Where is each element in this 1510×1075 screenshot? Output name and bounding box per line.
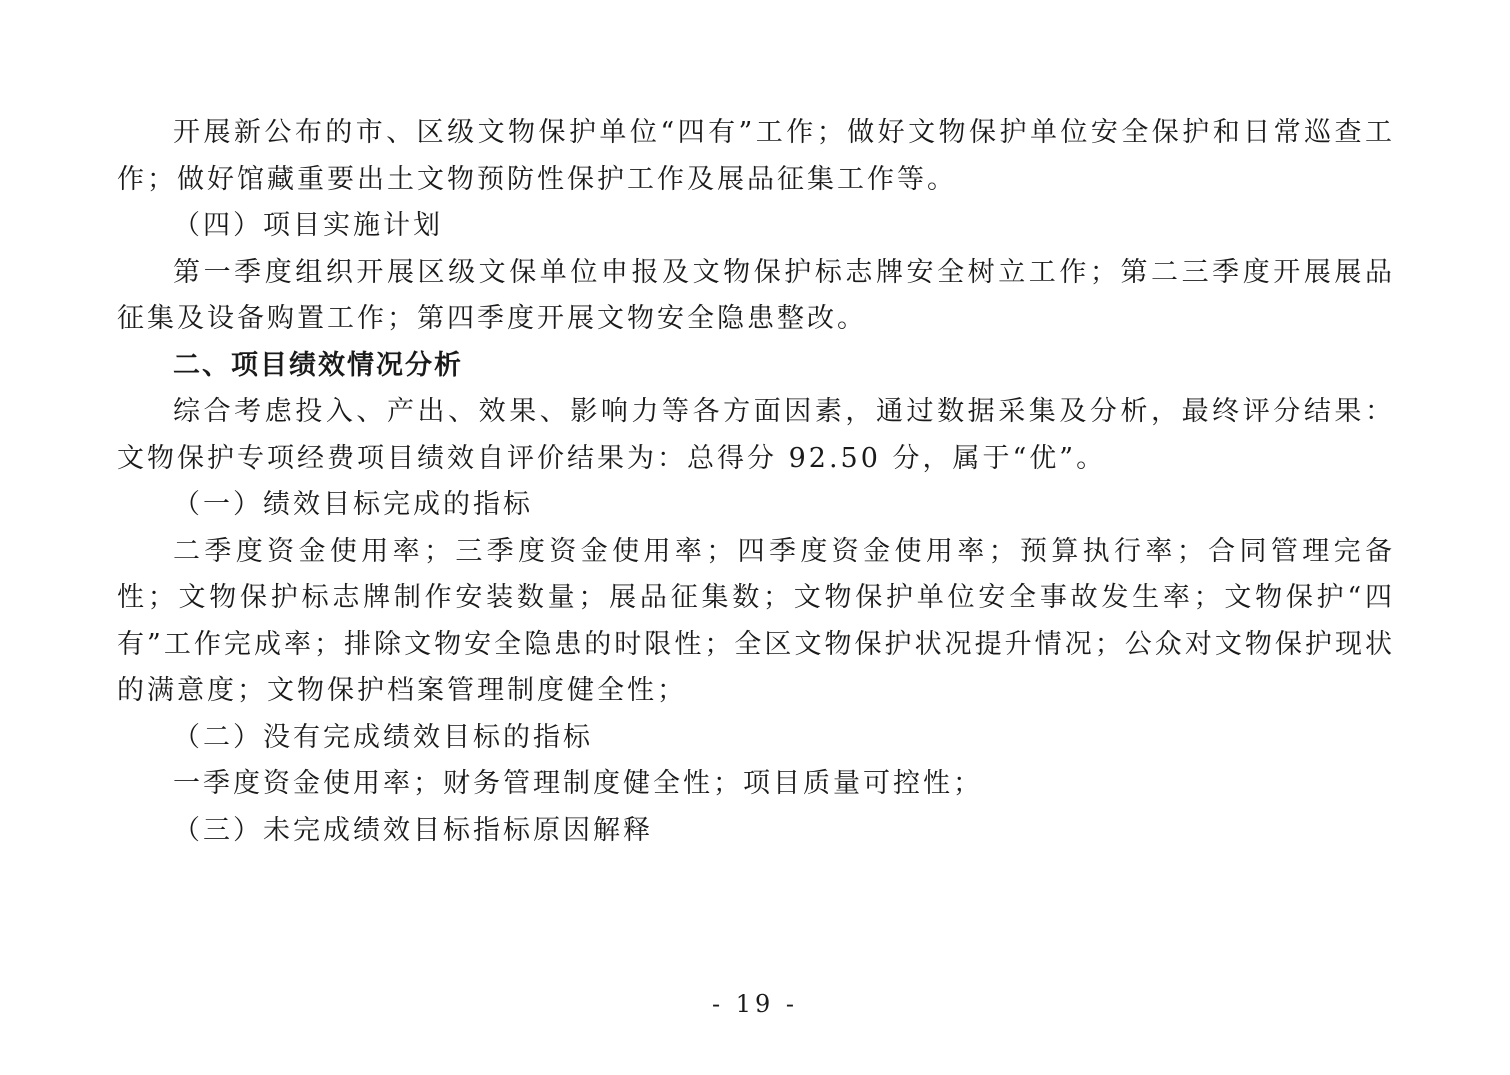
body-paragraph: 二季度资金使用率；三季度资金使用率；四季度资金使用率；预算执行率；合同管理完备性；文物保护标志牌制作安装数量；展品征集数；文物保护单位安全事故发生率；文物保护“四有”工作完成率；排除文物安全隐患的时限性；全区文物保护状况提升情况；公众对文物保护现状的满意度；文物保护档案管理制度健全性； [117, 535, 1395, 706]
section-heading: 二、项目绩效情况分析 [173, 349, 463, 381]
body-paragraph: 综合考虑投入、产出、效果、影响力等各方面因素，通过数据采集及分析，最终评分结果：文物保护专项经费项目绩效自评价结果为：总得分 92.50 分，属于“优”。 [117, 396, 1395, 474]
body-paragraph: 开展新公布的市、区级文物保护单位“四有”工作；做好文物保护单位安全保护和日常巡查工作；做好馆藏重要出土文物预防性保护工作及展品征集工作等。 [117, 117, 1395, 195]
section-subheading: （四）项目实施计划 [173, 210, 443, 241]
section-subheading: （二）没有完成绩效目标的指标 [173, 721, 593, 753]
page-number: - 19 - [711, 990, 798, 1018]
section-subheading: （三）未完成绩效目标指标原因解释 [173, 814, 653, 846]
document-page [117, 110, 1395, 854]
body-paragraph: 一季度资金使用率；财务管理制度健全性；项目质量可控性； [173, 768, 983, 799]
body-paragraph: 第一季度组织开展区级文保单位申报及文物保护标志牌安全树立工作；第二三季度开展展品征集及设备购置工作；第四季度开展文物安全隐患整改。 [117, 256, 1395, 334]
section-subheading: （一）绩效目标完成的指标 [173, 489, 533, 520]
